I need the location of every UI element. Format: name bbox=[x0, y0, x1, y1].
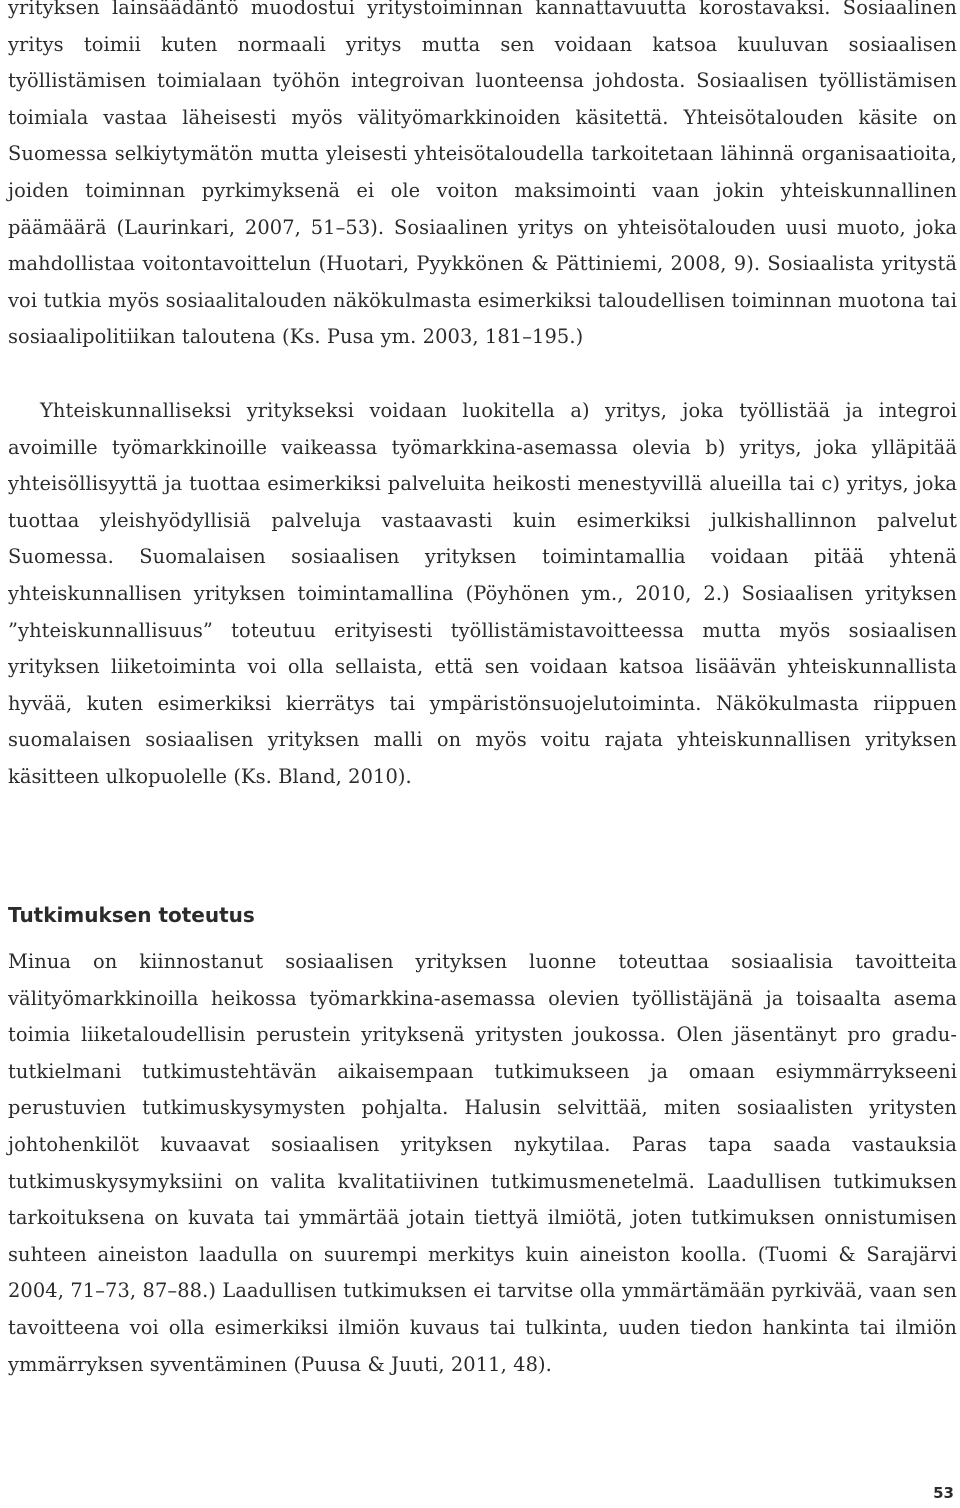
body-paragraph-2: Yhteiskunnalliseksi yritykseksi voidaan luokitella a) yritys, joka työllistää ja integroi avoimille työmarkkinoille vaikeassa työmarkkina-asemassa olevia b) yritys, joka ylläpitää yhteisöllisyyttä ja tuottaa esimerkiksi palveluita heikosti menestyvillä alueilla tai c) yritys, joka tuottaa yleishyödyllisiä palveluja vastaavasti kuin esimerkiksi julkishallinnon palvelut Suomessa. Suomalaisen sosiaalisen yrityksen toimintamallia voidaan pitää yhtenä yhteiskunnallisen yrityksen toimintamallina (Pöyhönen ym., 2010, 2.) Sosiaalisen yrityksen ”yhteiskunnallisuus” toteutuu erityisesti työllistämistavoitteessa mutta myös sosiaalisen yrityksen liiketoiminta voi olla sellaista, että sen voidaan katsoa lisäävän yhteiskunnallista hyvää, kuten esimerkiksi kierrätys tai ympäristönsuojelutoiminta. Näkökulmasta riippuen suomalaisen sosiaalisen yrityksen malli on myös voitu rajata yhteiskunnallisen yrityksen käsitteen ulkopuolelle (Ks. Bland, 2010). bbox=[8, 399, 957, 788]
body-paragraph-3: Minua on kiinnostanut sosiaalisen yrityksen luonne toteuttaa sosiaalisia tavoitteita välityömarkkinoilla heikossa työmarkkina-asemassa olevien työllistäjänä ja toisaalta asema toimia liiketaloudellisin perustein yrityksenä yritysten joukossa. Olen jäsentänyt pro gradu-tutkielmani tutkimustehtävän aikaisempaan tutkimukseen ja omaan esiymmärrykseeni perustuvien tutkimuskysymysten pohjalta. Halusin selvittää, miten sosiaalisten yritysten johtohenkilöt kuvaavat sosiaalisen yrityksen nykytilaa. Paras tapa saada vastauksia tutkimuskysymyksiini on valita kvalitatiivinen tutkimusmenetelmä. Laadullisen tutkimuksen tarkoituksena on kuvata tai ymmärtää jotain tiettyä ilmiötä, joten tutkimuksen onnistumisen suhteen aineiston laadulla on suurempi merkitys kuin aineiston koolla. (Tuomi & Sarajärvi 2004, 71–73, 87–88.) Laadullisen tutkimuksen ei tarvitse olla ymmärtämään pyrkivää, vaan sen tavoitteena voi olla esimerkiksi ilmiön kuvaus tai tulkinta, uuden tiedon hankinta tai ilmiön ymmärryksen syventäminen (Puusa & Juuti, 2011, 48). bbox=[8, 950, 957, 1376]
page-number: 53 bbox=[933, 1484, 954, 1502]
body-paragraph-1: yrityksen lainsäädäntö muodostui yritystoiminnan kannattavuutta korostavaksi. Sosiaalinen yritys toimii kuten normaali yritys mutta sen voidaan katsoa kuuluvan sosiaalisen työllistämisen toimialaan työhön integroivan luonteensa johdosta. Sosiaalisen työllistämisen toimiala vastaa läheisesti myös välityömarkkinoiden käsitettä. Yhteisötalouden käsite on Suomessa selkiytymätön mutta yleisesti yhteisötaloudella tarkoitetaan lähinnä organisaatioita, joiden toiminnan pyrkimyksenä ei ole voiton maksimointi vaan jokin yhteiskunnallinen päämäärä (Laurinkari, 2007, 51–53). Sosiaalinen yritys on yhteisötalouden uusi muoto, joka mahdollistaa voitontavoittelun (Huotari, Pyykkönen & Pättiniemi, 2008, 9). Sosiaalista yritystä voi tutkia myös sosiaalitalouden näkökulmasta esimerkiksi taloudellisen toiminnan muotona tai sosiaalipolitiikan taloutena (Ks. Pusa ym. 2003, 181–195.) bbox=[8, 0, 957, 349]
section-heading: Tutkimuksen toteutus bbox=[8, 903, 255, 927]
